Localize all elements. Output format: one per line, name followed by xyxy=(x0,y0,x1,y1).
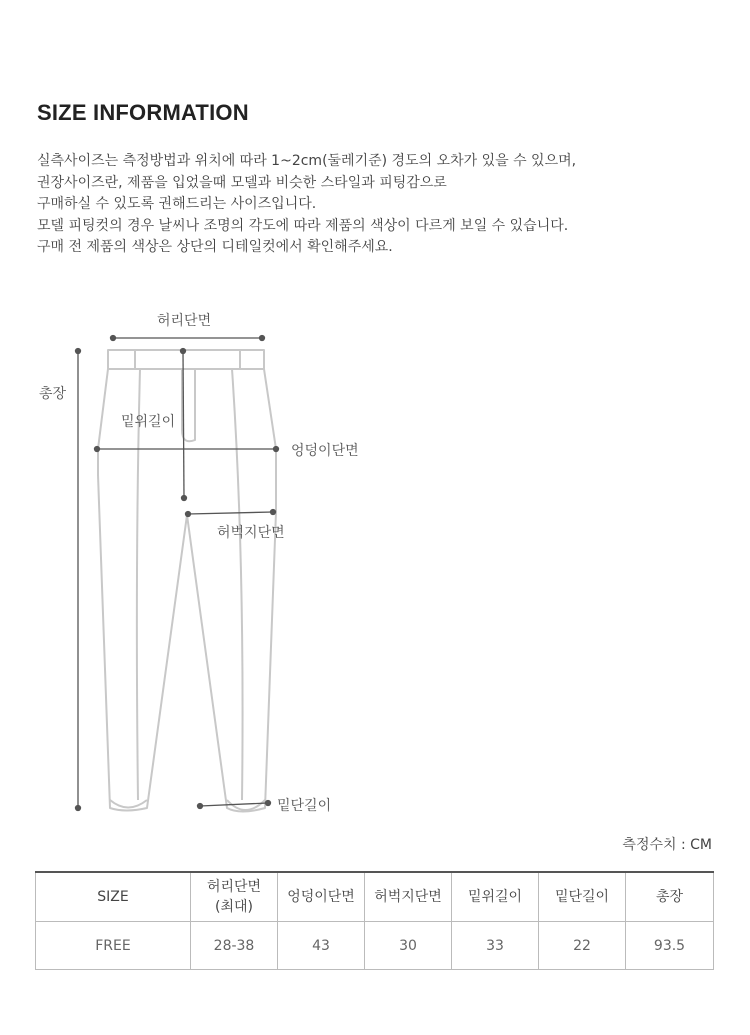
cell-thigh: 30 xyxy=(365,922,452,970)
cell-rise: 33 xyxy=(452,922,539,970)
cell-hem: 22 xyxy=(539,922,626,970)
page-title: SIZE INFORMATION xyxy=(37,100,249,125)
table-row xyxy=(36,922,714,970)
header-total-length: 총장 xyxy=(626,872,714,922)
label-hem: 밑단길이 xyxy=(277,798,332,814)
pants-illustration xyxy=(0,300,400,830)
notice-line: 권장사이즈란, 제품을 입었을때 모델과 비슷한 스타일과 피팅감으로 xyxy=(37,174,447,191)
header-hip: 엉덩이단면 xyxy=(278,872,365,922)
notice-line: 구매하실 수 있도록 권해드리는 사이즈입니다. xyxy=(37,196,317,212)
header-size: SIZE xyxy=(36,872,191,922)
cell-waist: 28-38 xyxy=(191,922,278,970)
header-hem: 밑단길이 xyxy=(539,872,626,922)
unit-note: 측정수치 : CM xyxy=(622,837,712,853)
size-table xyxy=(35,871,714,970)
notice-line: 구매 전 제품의 색상은 상단의 디테일컷에서 확인해주세요. xyxy=(37,239,393,255)
label-thigh: 허벅지단면 xyxy=(217,525,285,541)
label-rise: 밑위길이 xyxy=(121,414,176,430)
cell-total-length: 93.5 xyxy=(626,922,714,970)
header-waist xyxy=(191,872,278,922)
header-waist-line1: 허리단면 xyxy=(206,879,262,895)
cell-hip: 43 xyxy=(278,922,365,970)
pants-diagram xyxy=(0,300,400,830)
notice-line: 실측사이즈는 측정방법과 위치에 따라 1~2cm(둘레기준) 경도의 오차가 있을 수 있으며, xyxy=(37,153,577,169)
label-total-length: 총장 xyxy=(39,386,67,402)
size-notice xyxy=(37,151,717,259)
header-rise: 밑위길이 xyxy=(452,872,539,922)
header-waist-line2: (최대) xyxy=(215,899,253,915)
notice-line: 모델 피팅컷의 경우 날씨나 조명의 각도에 따라 제품의 색상이 다르게 보일 수 있습니다. xyxy=(37,217,569,234)
label-waist: 허리단면 xyxy=(157,313,212,329)
header-thigh: 허벅지단면 xyxy=(365,872,452,922)
table-header-row xyxy=(36,872,714,922)
label-hip: 엉덩이단면 xyxy=(291,443,359,459)
cell-size: FREE xyxy=(36,922,191,970)
